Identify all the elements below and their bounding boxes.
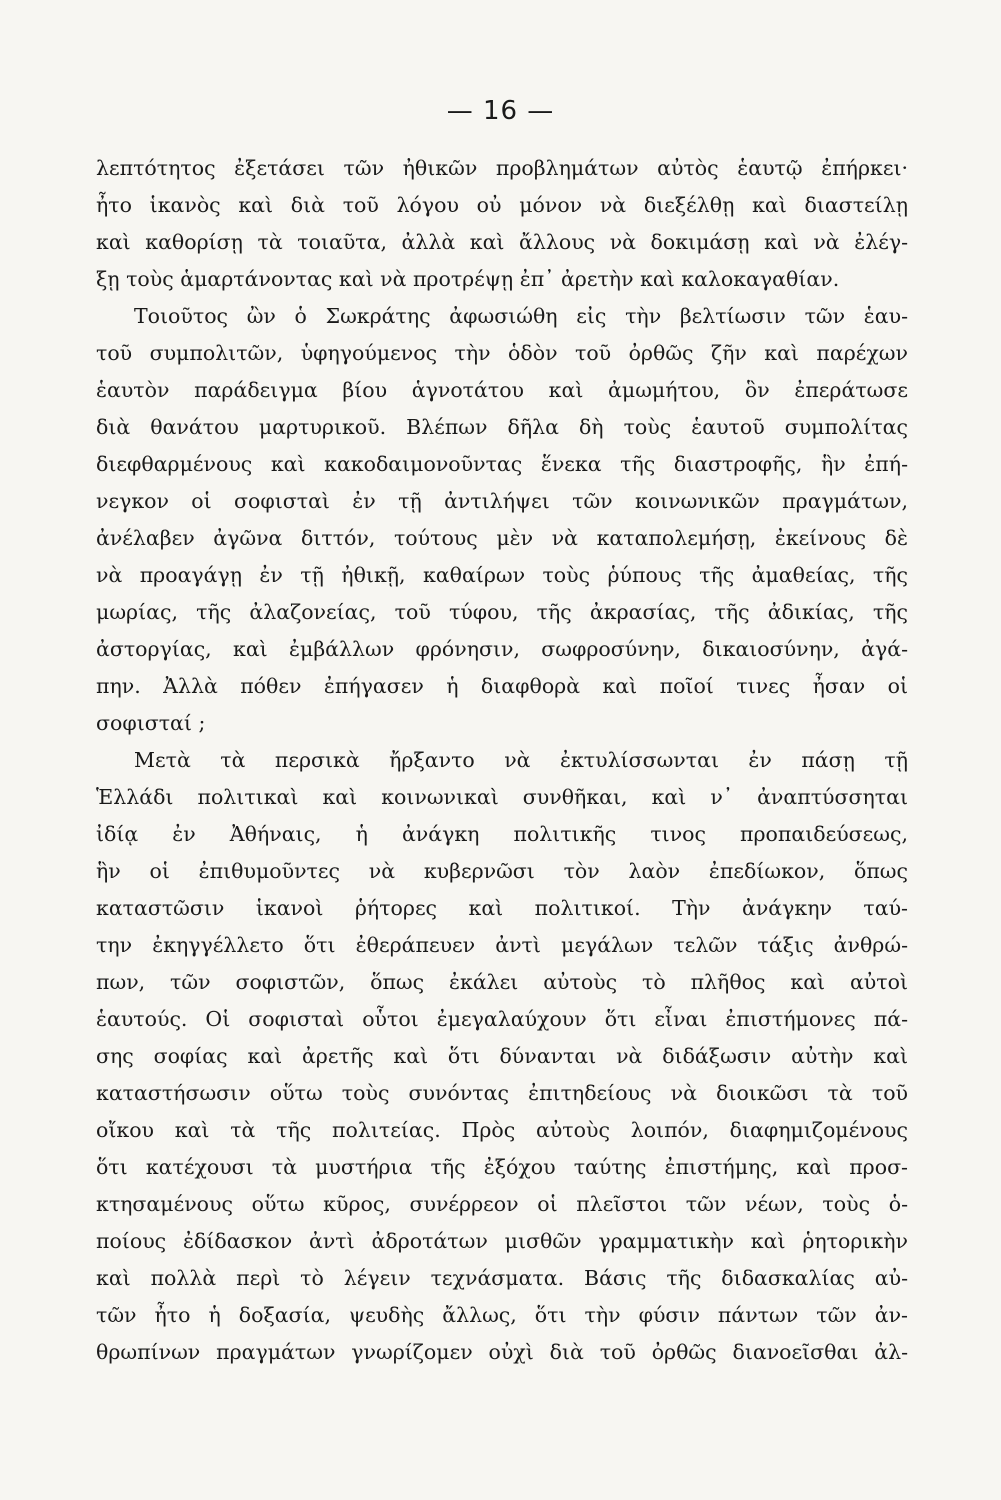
text-line: σης σοφίας καὶ ἀρετῆς καὶ ὅτι δύνανται νὰ διδάξωσιν αὐτὴν καὶ [96,1044,908,1068]
text-line: ἑαυτούς. Οἱ σοφισταὶ οὗτοι ἐμεγαλαύχουν ὅτι εἶναι ἐπιστήμονες πά- [96,1007,908,1031]
text-line: ἑαυτὸν παράδειγμα βίου ἁγνοτάτου καὶ ἀμωμήτου, ὃν ἐπεράτωσε [96,378,908,402]
text-line: καταστήσωσιν οὕτω τοὺς συνόντας ἐπιτηδείους νὰ διοικῶσι τὰ τοῦ [96,1081,908,1105]
text-line: θρωπίνων πραγμάτων γνωρίζομεν οὐχὶ διὰ τοῦ ὀρθῶς διανοεῖσθαι ἀλ- [96,1340,908,1364]
text-line: νὰ προαγάγῃ ἐν τῇ ἠθικῇ, καθαίρων τοὺς ῥύπους τῆς ἀμαθείας, τῆς [96,563,908,587]
text-line: ἰδίᾳ ἐν Ἀθήναις, ἡ ἀνάγκη πολιτικῆς τινος προπαιδεύσεως, [96,822,908,846]
text-line: καὶ καθορίσῃ τὰ τοιαῦτα, ἀλλὰ καὶ ἄλλους νὰ δοκιμάσῃ καὶ νὰ ἐλέγ- [96,230,908,254]
text-line: ὅτι κατέχουσι τὰ μυστήρια τῆς ἐξόχου ταύτης ἐπιστήμης, καὶ προσ- [96,1155,908,1179]
text-line: ἀνέλαβεν ἀγῶνα διττόν, τούτους μὲν νὰ καταπολεμήσῃ, ἐκείνους δὲ [96,526,908,550]
text-line: την ἐκηγγέλλετο ὅτι ἐθεράπευεν ἀντὶ μεγάλων τελῶν τάξις ἀνθρώ- [96,933,908,957]
text-line: λεπτότητος ἐξετάσει τῶν ἠθικῶν προβλημάτων αὐτὸς ἑαυτῷ ἐπήρκει· [96,156,908,180]
text-line: νεγκον οἱ σοφισταὶ ἐν τῇ ἀντιλήψει τῶν κοινωνικῶν πραγμάτων, [96,489,908,513]
text-line: ξῃ τοὺς ἁμαρτάνοντας καὶ νὰ προτρέψῃ ἐπ᾽ ἀρετὴν καὶ καλοκαγαθίαν. [96,267,840,291]
text-line: πων, τῶν σοφιστῶν, ὅπως ἐκάλει αὐτοὺς τὸ πλῆθος καὶ αὐτοὶ [96,970,908,994]
text-line: ποίους ἐδίδασκον ἀντὶ ἀδροτάτων μισθῶν γραμματικὴν καὶ ῥητορικὴν [96,1229,908,1253]
text-line: διὰ θανάτου μαρτυρικοῦ. Βλέπων δῆλα δὴ τοὺς ἑαυτοῦ συμπολίτας [96,415,908,439]
text-line: μωρίας, τῆς ἀλαζονείας, τοῦ τύφου, τῆς ἀκρασίας, τῆς ἀδικίας, τῆς [96,600,908,624]
body-text [96,150,908,1371]
text-line: κτησαμένους οὕτω κῦρος, συνέρρεον οἱ πλεῖστοι τῶν νέων, τοὺς ὁ- [96,1192,908,1216]
text-line: καὶ πολλὰ περὶ τὸ λέγειν τεχνάσματα. Βάσις τῆς διδασκαλίας αὐ- [96,1266,908,1290]
text-line: τῶν ἦτο ἡ δοξασία, ψευδὴς ἄλλως, ὅτι τὴν φύσιν πάντων τῶν ἀν- [96,1303,908,1327]
text-line: Τοιοῦτος ὢν ὁ Σωκράτης ἀφωσιώθη εἰς τὴν βελτίωσιν τῶν ἑαυ- [134,304,908,328]
text-line: σοφισταί ; [96,711,206,735]
page-number: — 16 — [446,96,555,126]
text-line: ἀστοργίας, καὶ ἐμβάλλων φρόνησιν, σωφροσύνην, δικαιοσύνην, ἀγά- [96,637,908,661]
text-line: ἣν οἱ ἐπιθυμοῦντες νὰ κυβερνῶσι τὸν λαὸν ἐπεδίωκον, ὅπως [96,859,908,883]
text-line: Ἑλλάδι πολιτικαὶ καὶ κοινωνικαὶ συνθῆκαι, καὶ ν᾽ ἀναπτύσσηται [96,785,908,809]
text-line: Μετὰ τὰ περσικὰ ἤρξαντο νὰ ἐκτυλίσσωνται ἐν πάσῃ τῇ [134,748,908,772]
text-line: τοῦ συμπολιτῶν, ὑφηγούμενος τὴν ὁδὸν τοῦ ὀρθῶς ζῆν καὶ παρέχων [96,341,908,365]
text-line: οἴκου καὶ τὰ τῆς πολιτείας. Πρὸς αὐτοὺς λοιπόν, διαφημιζομένους [96,1118,908,1142]
text-line: διεφθαρμένους καὶ κακοδαιμονοῦντας ἕνεκα τῆς διαστροφῆς, ἣν ἐπή- [96,452,908,476]
text-line: καταστῶσιν ἱκανοὶ ῥήτορες καὶ πολιτικοί. Τὴν ἀνάγκην ταύ- [96,896,908,920]
text-line: ἦτο ἱκανὸς καὶ διὰ τοῦ λόγου οὐ μόνον νὰ διεξέλθῃ καὶ διαστείλῃ [96,193,908,217]
text-line: πην. Ἀλλὰ πόθεν ἐπήγασεν ἡ διαφθορὰ καὶ ποῖοί τινες ἦσαν οἱ [96,674,908,698]
